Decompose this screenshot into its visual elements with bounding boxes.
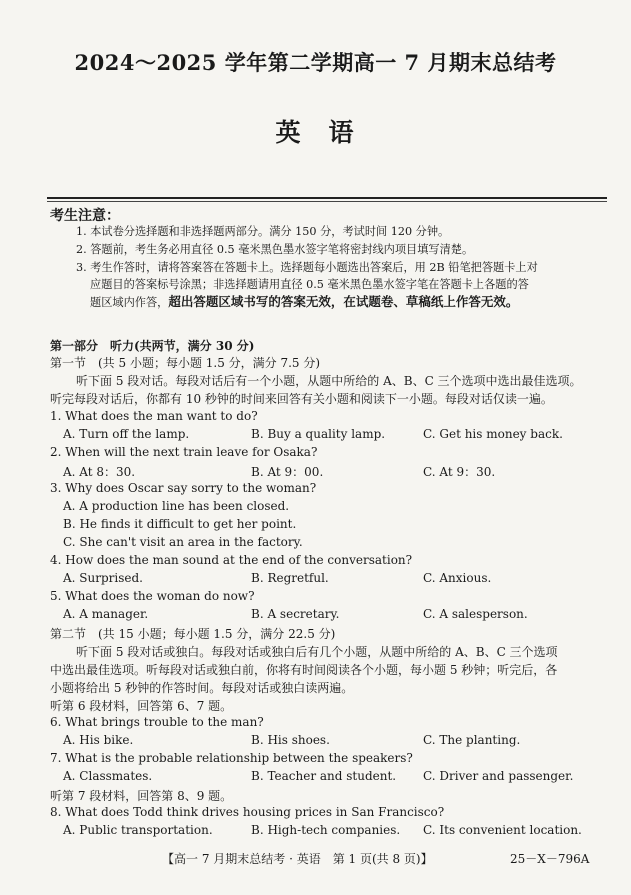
q4-option-c: C. Anxious. — [423, 571, 492, 585]
q1-option-c: C. Get his money back. — [423, 427, 563, 441]
q1-stem: 1. What does the man want to do? — [50, 409, 258, 423]
q8-stem: 8. What does Todd think drives housing prices in San Francisco? — [50, 805, 445, 819]
part1-heading: 第一部分 听力(共两节，满分 30 分) — [50, 339, 255, 353]
q4-option-b: B. Regretful. — [251, 571, 329, 585]
notice-item-3-cont: 应题目的答案标号涂黑；非选择题请用直径 0.5 毫米黑色墨水签字笔在答题卡上各题的答 — [90, 278, 529, 291]
section2-heading: 第二节 (共 15 小题；每小题 1.5 分，满分 22.5 分) — [50, 627, 336, 641]
q7-option-c: C. Driver and passenger. — [423, 769, 574, 783]
q3-option-a: A. A production line has been closed. — [63, 499, 290, 513]
q6-stem: 6. What brings trouble to the man? — [50, 715, 264, 729]
q7-option-a: A. Classmates. — [63, 769, 153, 783]
page-footer: 【高一 7 月期末总结考 · 英语 第 1 页(共 8 页)】 — [162, 852, 433, 866]
q4-option-a: A. Surprised. — [63, 571, 143, 585]
exam-code: 25－X－796A — [510, 852, 590, 866]
q6-option-a: A. His bike. — [63, 733, 134, 747]
notice-item-1: 1. 本试卷分选择题和非选择题两部分。满分 150 分，考试时间 120 分钟。 — [76, 225, 450, 238]
section1-instruction-2: 听完每段对话后，你都有 10 秒钟的时间来回答有关小题和阅读下一小题。每段对话仅读一遍。 — [50, 392, 553, 406]
q2-option-b: B. At 9：00. — [251, 465, 324, 479]
notice-item-2: 2. 答题前，考生务必用直径 0.5 毫米黑色墨水签字笔将密封线内项目填写清楚。 — [76, 243, 474, 256]
q1-option-b: B. Buy a quality lamp. — [251, 427, 386, 441]
q8-option-b: B. High-tech companies. — [251, 823, 401, 837]
section2-instruction-3: 小题将给出 5 秒钟的作答时间。每段对话或独白读两遍。 — [50, 681, 354, 695]
q8-option-a: A. Public transportation. — [63, 823, 213, 837]
q4-stem: 4. How does the man sound at the end of the conversation? — [50, 553, 413, 567]
notice-heading: 考生注意： — [50, 208, 120, 224]
q3-option-c: C. She can't visit an area in the factory. — [63, 535, 303, 549]
q5-option-b: B. A secretary. — [251, 607, 340, 621]
q6-option-b: B. His shoes. — [251, 733, 330, 747]
divider-thick — [47, 197, 607, 199]
q7-option-b: B. Teacher and student. — [251, 769, 397, 783]
q2-option-a: A. At 8：30. — [63, 465, 136, 479]
q6-option-c: C. The planting. — [423, 733, 521, 747]
notice-item-3-tail: 题区域内作答， — [90, 296, 169, 309]
notice-item-3: 3. 考生作答时，请将答案答在答题卡上。选择题每小题选出答案后，用 2B 铅笔把答题卡上对 — [76, 261, 538, 274]
q3-option-b: B. He finds it difficult to get her point. — [63, 517, 297, 531]
subject-title: 英语 — [275, 118, 382, 147]
divider-thin — [47, 201, 607, 202]
material-7-note: 听第 7 段材料，回答第 8、9 题。 — [50, 789, 233, 803]
notice-item-3-end — [90, 294, 518, 311]
exam-title: 2024～2025 学年第二学期高一 7 月期末总结考 — [74, 50, 557, 75]
q8-option-c: C. Its convenient location. — [423, 823, 582, 837]
q7-stem: 7. What is the probable relationship between the speakers? — [50, 751, 413, 765]
q5-option-c: C. A salesperson. — [423, 607, 528, 621]
section2-instruction-1: 听下面 5 段对话或独白。每段对话或独白后有几个小题，从题中所给的 A、B、C 三个选项 — [76, 645, 558, 659]
section1-instruction-1: 听下面 5 段对话。每段对话后有一个小题，从题中所给的 A、B、C 三个选项中选出最佳选项。 — [76, 374, 582, 388]
q3-stem: 3. Why does Oscar say sorry to the woman? — [50, 481, 317, 495]
section1-heading: 第一节 (共 5 小题；每小题 1.5 分，满分 7.5 分) — [50, 356, 321, 370]
q2-stem: 2. When will the next train leave for Osaka? — [50, 445, 318, 459]
material-6-note: 听第 6 段材料，回答第 6、7 题。 — [50, 699, 233, 713]
section2-instruction-2: 中选出最佳选项。听每段对话或独白前，你将有时间阅读各个小题，每小题 5 秒钟；听完后，各 — [50, 663, 558, 677]
q1-option-a: A. Turn off the lamp. — [63, 427, 190, 441]
q2-option-c: C. At 9：30. — [423, 465, 496, 479]
q5-stem: 5. What does the woman do now? — [50, 589, 255, 603]
q5-option-a: A. A manager. — [63, 607, 149, 621]
notice-warning: 超出答题区域书写的答案无效，在试题卷、草稿纸上作答无效。 — [168, 294, 519, 309]
